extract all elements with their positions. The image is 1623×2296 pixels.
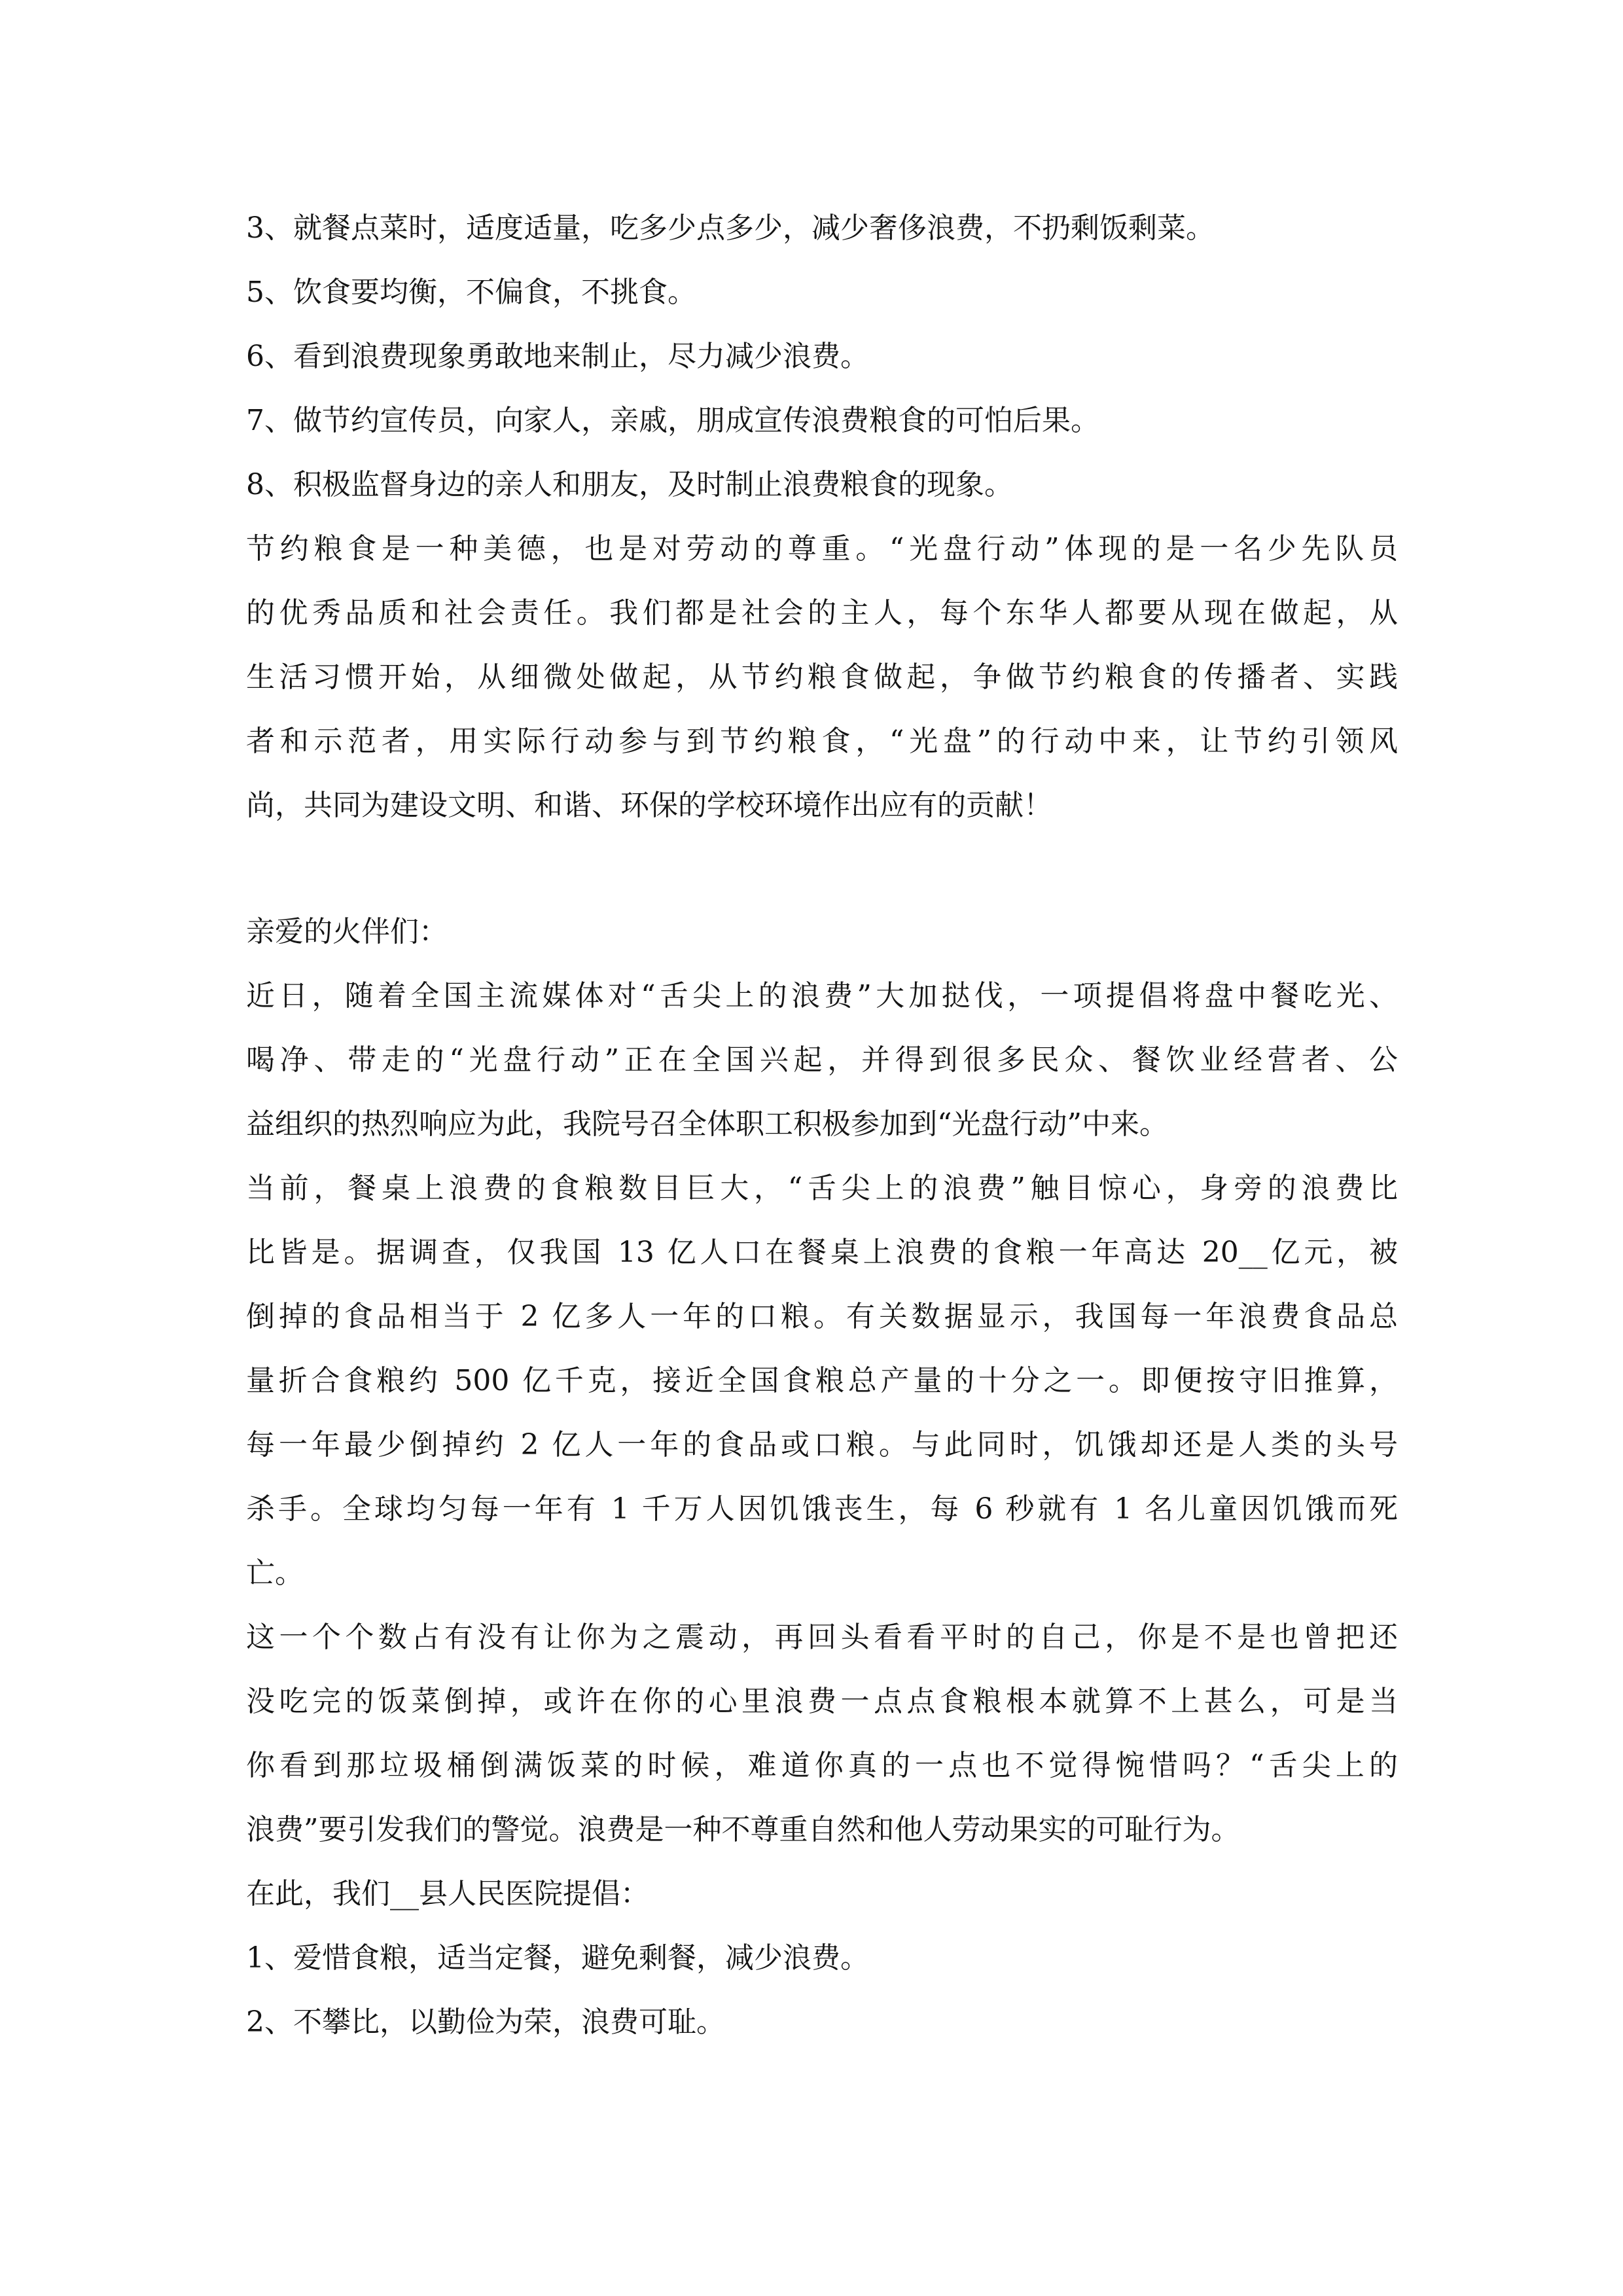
- proposal-intro: 在此，我们__县人民医院提倡：: [246, 1877, 649, 1910]
- paragraph-line: 节约粮食是一种美德，也是对劳动的尊重。“光盘行动”体现的是一名少先队员: [246, 532, 1398, 565]
- list-item: 6、看到浪费现象勇敢地来制止，尽力减少浪费。: [246, 340, 869, 373]
- paragraph-line: 亡。: [246, 1556, 304, 1590]
- document-body: [246, 196, 1398, 2054]
- greeting: 亲爱的火伴们：: [246, 915, 448, 948]
- paragraph-line: 倒掉的食品相当于 2 亿多人一年的口粮。有关数据显示，我国每一年浪费食品总: [246, 1300, 1398, 1333]
- paragraph-line: 生活习惯开始，从细微处做起，从节约粮食做起，争做节约粮食的传播者、实践: [246, 660, 1398, 694]
- paragraph-line: 浪费”要引发我们的警觉。浪费是一种不尊重自然和他人劳动果实的可耻行为。: [246, 1813, 1240, 1846]
- list-item: 7、做节约宣传员，向家人，亲戚，朋成宣传浪费粮食的可怕后果。: [246, 404, 1099, 437]
- paragraph-line: 每一年最少倒掉约 2 亿人一年的食品或口粮。与此同时，饥饿却还是人类的头号: [246, 1428, 1398, 1462]
- paragraph-line: 你看到那垃圾桶倒满饭菜的时候，难道你真的一点也不觉得惋惜吗？“舌尖上的: [246, 1749, 1398, 1782]
- paragraph-line: 尚，共同为建设文明、和谐、环保的学校环境作出应有的贡献！: [246, 789, 1052, 822]
- paragraph-line: 比皆是。据调查，仅我国 13 亿人口在餐桌上浪费的食粮一年高达 20__亿元，被: [246, 1236, 1398, 1269]
- list-item: 3、就餐点菜时，适度适量，吃多少点多少，减少奢侈浪费，不扔剩饭剩菜。: [246, 211, 1215, 245]
- paragraph-line: 喝净、带走的“光盘行动”正在全国兴起，并得到很多民众、餐饮业经营者、公: [246, 1043, 1398, 1077]
- paragraph-line: 没吃完的饭菜倒掉，或许在你的心里浪费一点点食粮根本就算不上甚么，可是当: [246, 1685, 1398, 1718]
- list-item: 2、不攀比，以勤俭为荣，浪费可耻。: [246, 2005, 725, 2039]
- paragraph-line: 杀手。全球均匀每一年有 1 千万人因饥饿丧生，每 6 秒就有 1 名儿童因饥饿而死: [246, 1492, 1398, 1526]
- paragraph-line: 这一个个数占有没有让你为之震动，再回头看看平时的自己，你是不是也曾把还: [246, 1621, 1398, 1654]
- paragraph-line: 益组织的热烈响应为此，我院号召全体职工积极参加到“光盘行动”中来。: [246, 1107, 1168, 1141]
- paragraph-line: 量折合食粮约 500 亿千克，接近全国食粮总产量的十分之一。即便按守旧推算，: [246, 1364, 1398, 1397]
- list-item: 5、饮食要均衡，不偏食，不挑食。: [246, 276, 696, 309]
- paragraph-line: 的优秀品质和社会责任。我们都是社会的主人，每个东华人都要从现在做起，从: [246, 596, 1398, 630]
- list-item: 8、积极监督身边的亲人和朋友，及时制止浪费粮食的现象。: [246, 468, 1013, 501]
- paragraph-line: 近日，随着全国主流媒体对“舌尖上的浪费”大加挞伐，一项提倡将盘中餐吃光、: [246, 979, 1398, 1013]
- section-divider-space: [246, 838, 1398, 900]
- list-item: 1、爱惜食粮，适当定餐，避免剩餐，减少浪费。: [246, 1941, 869, 1975]
- paragraph-line: 者和示范者，用实际行动参与到节约粮食，“光盘”的行动中来，让节约引领风: [246, 725, 1398, 758]
- paragraph-line: 当前，餐桌上浪费的食粮数目巨大，“舌尖上的浪费”触目惊心，身旁的浪费比: [246, 1172, 1398, 1205]
